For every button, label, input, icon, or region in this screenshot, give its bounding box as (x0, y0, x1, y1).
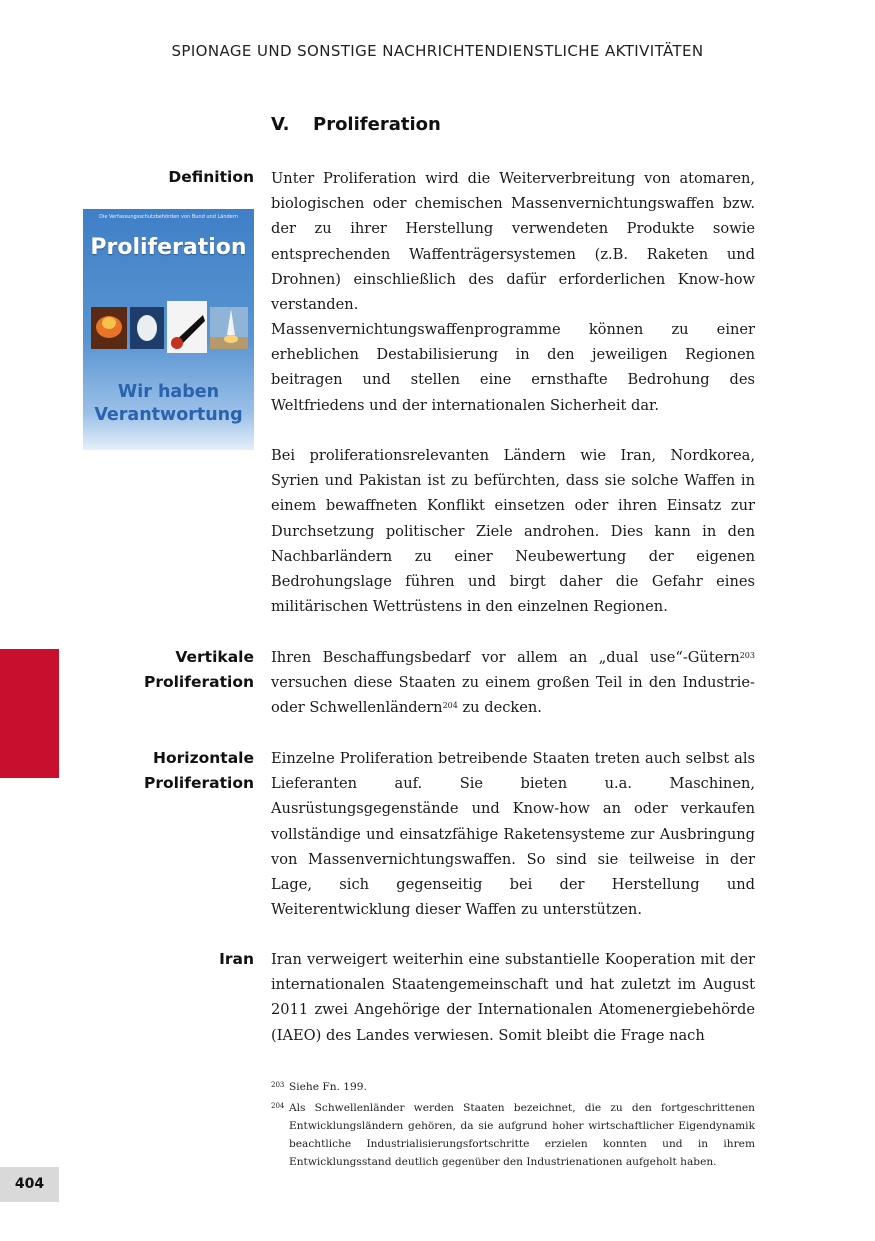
footnote-text: Siehe Fn. 199. (289, 1081, 367, 1093)
chapter-accent-tab (0, 649, 59, 778)
paragraph-vertical-text-b: versuchen diese Staaten zu einem großen Teil in den Industrie- oder Schwellenländern (271, 674, 755, 717)
paragraph-countries: Bei proliferationsrelevanten Ländern wie Iran, Nordkorea, Syrien und Pakistan ist zu befürchten, dass sie solche Waffen in einem bewaffneten Konflikt einsetzen oder ihren Einsatz zur Durchsetzung politischer Ziele androhen. Dies kann in den Nachbarländern zu einer Neubewertung der eigenen Bedrohungslage führen und birgt daher die Gefahr eines militärischen Wettrüstens in den einzelnen Regionen. (271, 447, 755, 616)
paragraph-vertical-proliferation (271, 645, 755, 721)
margin-label-iran: Iran (219, 950, 254, 968)
footnote-text: Als Schwellenländer werden Staaten bezeichnet, die zu den fortgeschrittenen Entwicklungsländern gehören, da sie aufgrund hoher wirtschaftlicher Eigendynamik beachtliche Industrialisierungsfortschritte erzielen konnten und in ihrem Entwicklungsstand deutlich gegenüber den Industrienationen aufgeholt haben. (289, 1102, 755, 1168)
paragraph-destabilization: Massenvernichtungswaffenprogramme können zu einer erheblichen Destabilisierung in den jeweiligen Regionen beitragen und stellen eine ernsthafte Bedrohung des Weltfriedens und der internationalen Sicherheit dar. (271, 321, 755, 414)
paragraph-horizontal-proliferation: Einzelne Proliferation betreibende Staaten treten auch selbst als Lieferanten auf. Sie bieten u.a. Maschinen, Ausrüstungsgegenstände und Know-how an oder verkaufen vollständige und einsatzfähige Raketensysteme zur Ausbringung von Massenvernichtungswaffen. So sind sie teilweise in der Lage, sich gegenseitig bei der Herstellung und Weiterentwicklung dieser Waffen zu unterstützen. (271, 750, 755, 919)
footnote-203 (271, 1078, 755, 1096)
section-title: Proliferation (313, 114, 441, 135)
cover-subtitle (83, 381, 254, 427)
paragraph-vertical-text-c: zu decken. (457, 699, 542, 717)
margin-label-vertical (144, 645, 254, 695)
cover-subtitle-line1: Wir haben (117, 382, 220, 402)
running-header: SPIONAGE UND SONSTIGE NACHRICHTENDIENSTLICHE AKTIVITÄTEN (171, 42, 704, 60)
paragraph-iran: Iran verweigert weiterhin eine substantielle Kooperation mit der internationalen Staatengemeinschaft und hat zuletzt im August 2011 zwei Angehörige der Internationalen Atomenergiebehörde (IAEO) des Landes verwiesen. Somit bleibt die Frage nach (271, 951, 755, 1044)
section-number: V. (271, 114, 290, 135)
paragraph-vertical-text-a: Ihren Beschaffungsbedarf vor allem an „dual use“-Gütern (271, 649, 740, 666)
margin-label-horizontal-line2: Proliferation (143, 774, 254, 792)
footnote-ref-204[interactable]: 204 (442, 701, 458, 711)
cover-subtitle-line2: Verantwortung (94, 405, 243, 425)
page-number: 404 (0, 1167, 59, 1202)
margin-label-horizontal (144, 746, 254, 796)
margin-label-definition: Definition (168, 168, 254, 186)
section-heading (271, 114, 441, 135)
margin-label-vertical-line2: Proliferation (143, 673, 254, 691)
cover-small-text: Die Verfassungsschutzbehörden von Bund und Ländern (99, 214, 238, 220)
footnote-204 (271, 1099, 755, 1171)
cover-photo-collage (91, 301, 251, 359)
margin-label-horizontal-line1: Horizontale (153, 749, 254, 767)
paragraph-definition: Unter Proliferation wird die Weiterverbreitung von atomaren, biologischen oder chemischen Massenvernichtungswaffen bzw. der zu ihrer Herstellung verwendeten Produkte sowie entsprechenden Waffenträgersystemen (z.B. Raketen und Drohnen) einschließlich des dafür erforderlichen Know-how verstanden. (271, 170, 755, 314)
footnote-ref-203[interactable]: 203 (739, 651, 755, 660)
cover-title: Proliferation (90, 235, 247, 260)
footnote-marker: 204 (271, 1102, 285, 1110)
brochure-cover-image (83, 209, 254, 450)
footnote-marker: 203 (271, 1081, 285, 1089)
margin-label-vertical-line1: Vertikale (175, 648, 254, 666)
